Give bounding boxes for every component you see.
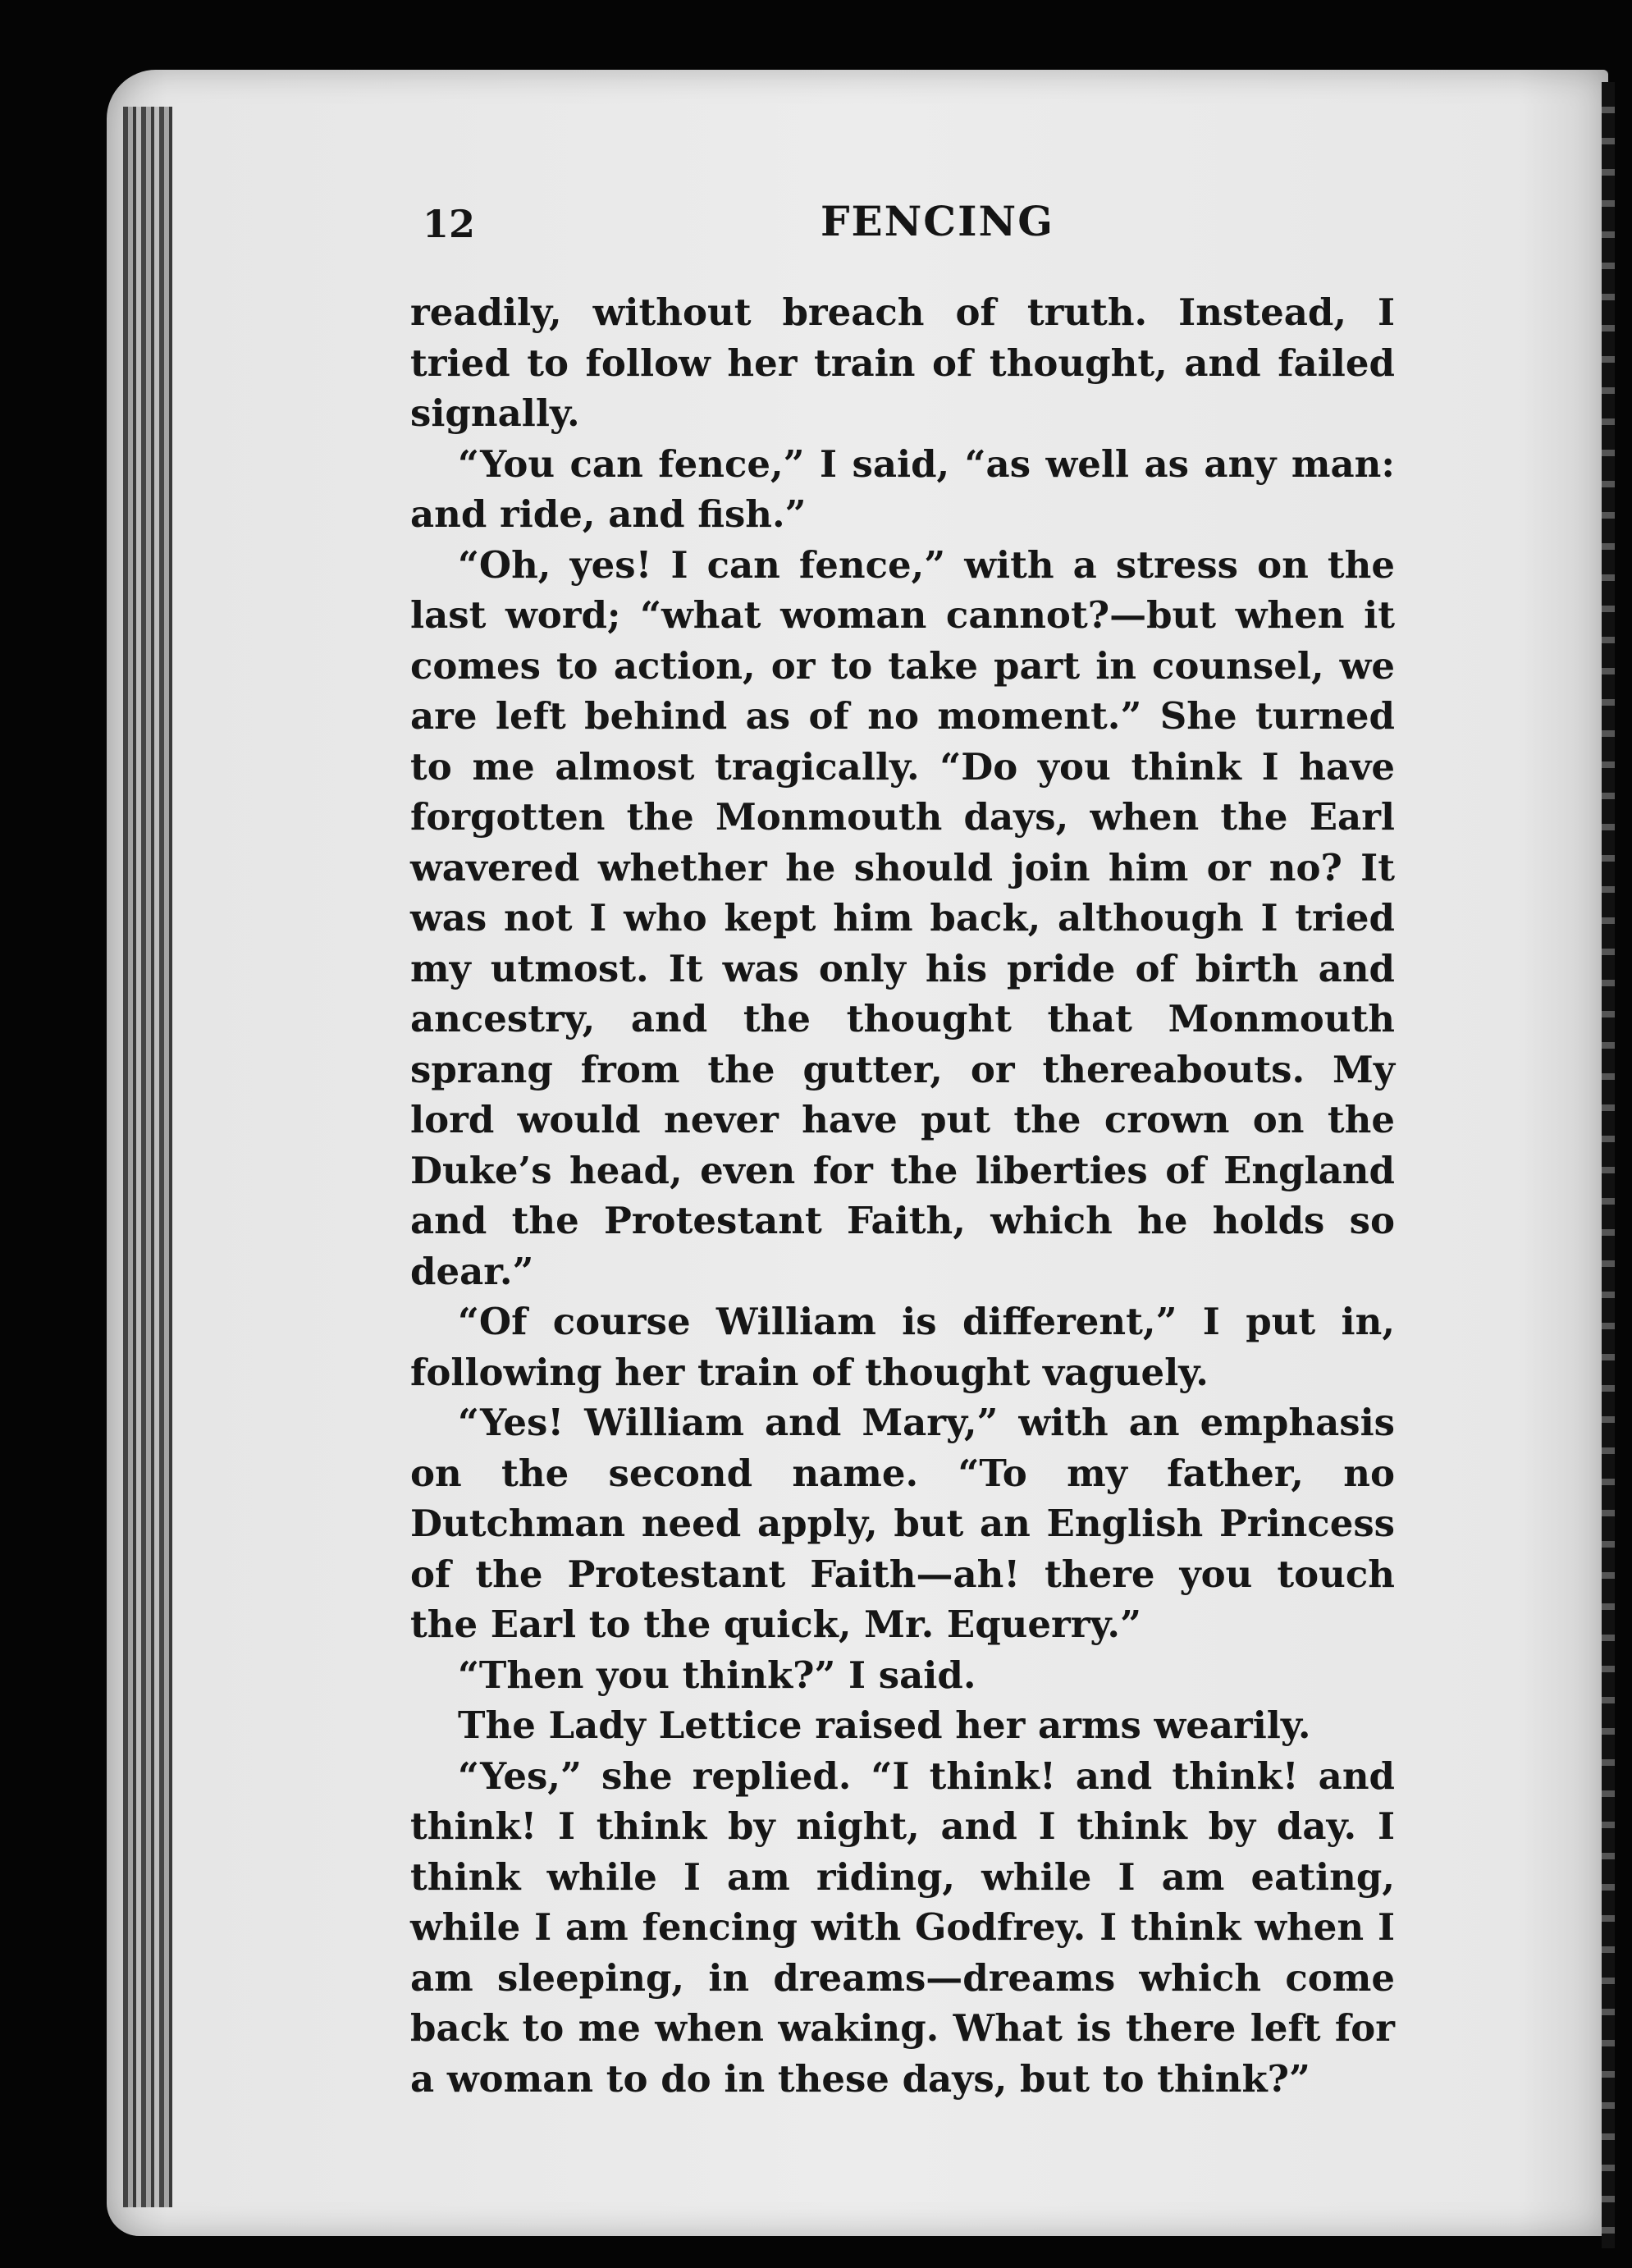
paragraph: readily, without breach of truth. Instead, I tried to follow her train of thought, and failed signally. bbox=[410, 290, 1395, 435]
paragraph: “Oh, yes! I can fence,” with a stress on the last word; “what woman cannot?—but when it comes to action, or to take part in counsel, we are left behind as of no moment.” She turned to me almost tragically. “Do you think I have forgotten the Monmouth days, when the Earl wavered whether he should join him or no? It was not I who kept him back, although I tried my utmost. It was only his pride of birth and ancestry, and the thought that Monmouth sprang from the gutter, or thereabouts. My lord would never have put the crown on the Duke’s head, even for the liberties of England and the Protestant Faith, which he holds so dear.” bbox=[410, 542, 1395, 1293]
page-number: 12 bbox=[423, 202, 476, 246]
page-right-edge bbox=[1602, 82, 1615, 2248]
paragraph: “You can fence,” I said, “as well as any man: and ride, and fish.” bbox=[410, 441, 1395, 536]
page-header bbox=[423, 197, 1407, 263]
page-binding-edge bbox=[123, 107, 172, 2207]
paragraph: “Yes,” she replied. “I think! and think! and think! I think by night, and I think by day. I think while I am riding, while I am eating, while I am fencing with Godfrey. I think when I am sleeping, in dreams—dreams which come back to me when waking. What is there left for a woman to do in these days, but to think?” bbox=[410, 1754, 1395, 2101]
paragraph: “Of course William is different,” I put in, following her train of thought vaguely. bbox=[410, 1300, 1395, 1394]
paragraph: The Lady Lettice raised her arms wearily. bbox=[458, 1703, 1311, 1747]
running-title: FENCING bbox=[821, 197, 1054, 245]
body-text bbox=[410, 287, 1395, 2104]
paragraph: “Then you think?” I said. bbox=[458, 1653, 976, 1697]
paragraph: “Yes! William and Mary,” with an emphasis on the second name. “To my father, no Dutchman need apply, but an English Princess of the Protestant Faith—ah! there you touch the Earl to the quick, Mr. Equerry.” bbox=[410, 1401, 1395, 1646]
